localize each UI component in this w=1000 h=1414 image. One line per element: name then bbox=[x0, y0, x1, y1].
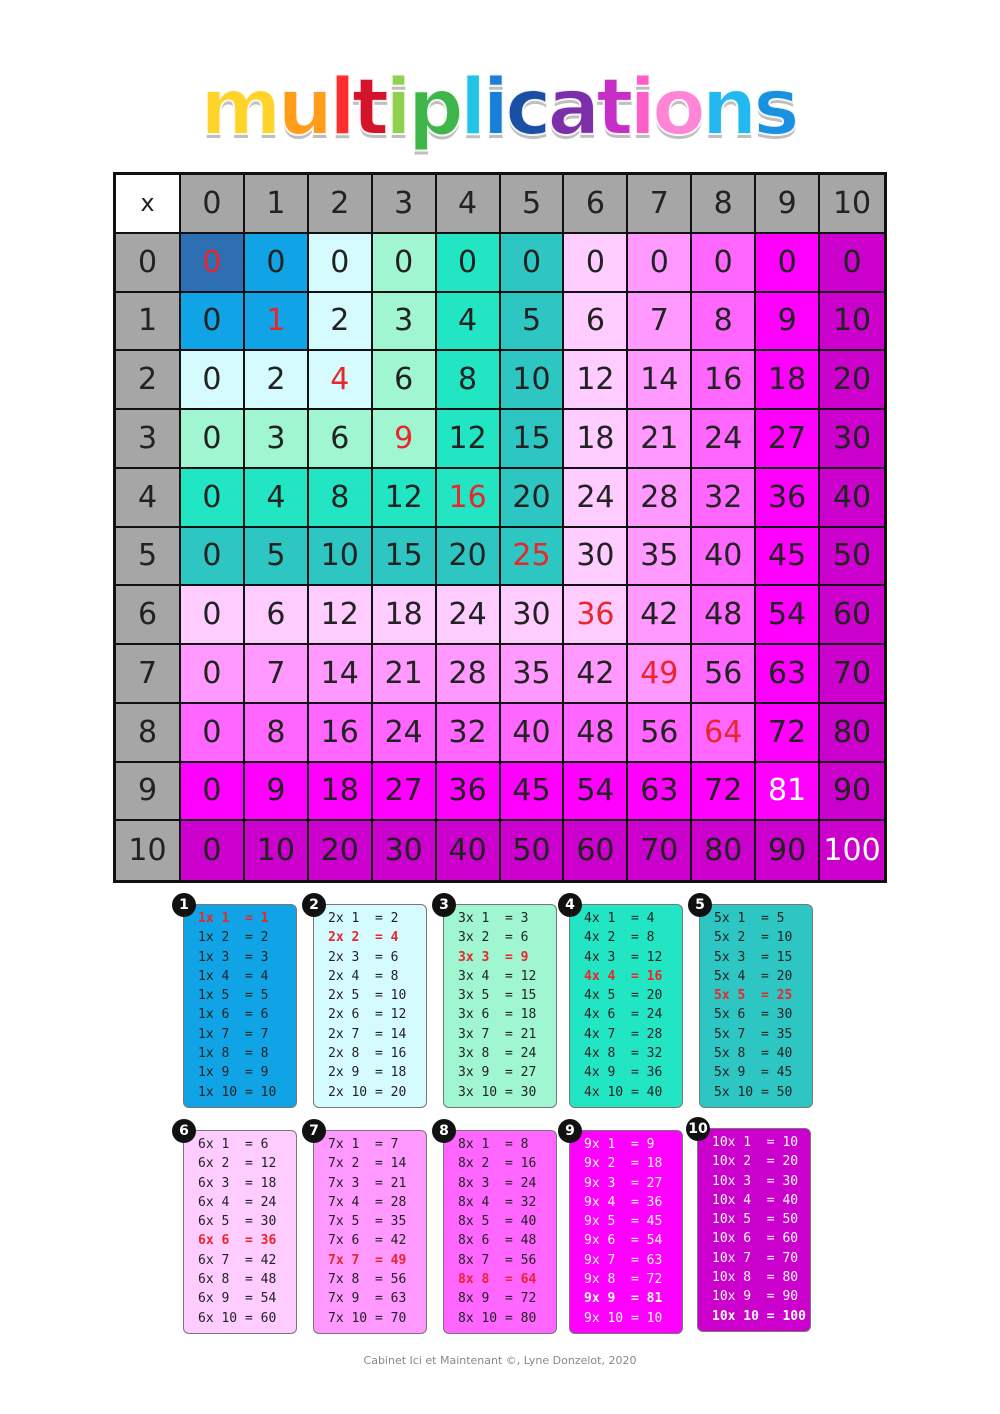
card-line: 4x 8 = 32 bbox=[584, 1046, 663, 1062]
times-card-4 bbox=[565, 897, 683, 1108]
table-cell: 36 bbox=[564, 586, 628, 645]
card-line: 3x 10 = 30 bbox=[458, 1084, 537, 1100]
table-cell: 7 bbox=[245, 645, 309, 704]
table-cell: 18 bbox=[309, 763, 373, 822]
card-line: 9x 6 = 54 bbox=[584, 1233, 663, 1249]
table-cell: 80 bbox=[692, 821, 756, 880]
card-line: 10x 5 = 50 bbox=[712, 1212, 799, 1228]
card-line: 3x 2 = 6 bbox=[458, 930, 529, 946]
card-line: 7x 10 = 70 bbox=[328, 1310, 407, 1326]
table-cell: 72 bbox=[756, 704, 820, 763]
column-header: 8 bbox=[692, 175, 756, 234]
card-line: 1x 4 = 4 bbox=[198, 968, 269, 984]
row-header: 3 bbox=[116, 410, 181, 469]
table-cell: 35 bbox=[628, 528, 692, 587]
table-cell: 1 bbox=[245, 293, 309, 352]
table-cell: 0 bbox=[181, 528, 245, 587]
card-line: 10x 4 = 40 bbox=[712, 1192, 799, 1208]
table-cell: 14 bbox=[628, 351, 692, 410]
row-header: 1 bbox=[116, 293, 181, 352]
card-line: 2x 3 = 6 bbox=[328, 949, 399, 965]
card-line: 3x 5 = 15 bbox=[458, 988, 537, 1004]
table-cell: 30 bbox=[501, 586, 565, 645]
table-cell: 40 bbox=[437, 821, 501, 880]
table-cell: 24 bbox=[564, 469, 628, 528]
table-cell: 0 bbox=[181, 645, 245, 704]
card-number-badge: 8 bbox=[432, 1119, 456, 1143]
card-line: 2x 8 = 16 bbox=[328, 1046, 407, 1062]
table-cell: 8 bbox=[309, 469, 373, 528]
title-letter: t bbox=[351, 63, 390, 153]
card-line: 9x 4 = 36 bbox=[584, 1194, 663, 1210]
card-line: 10x 2 = 20 bbox=[712, 1154, 799, 1170]
card-line: 8x 8 = 64 bbox=[458, 1272, 537, 1288]
card-line: 9x 2 = 18 bbox=[584, 1156, 663, 1172]
card-line: 2x 1 = 2 bbox=[328, 911, 399, 926]
table-cell: 63 bbox=[756, 645, 820, 704]
card-line: 9x 5 = 45 bbox=[584, 1214, 663, 1230]
card-number-badge: 10 bbox=[686, 1117, 710, 1141]
table-cell: 100 bbox=[820, 821, 884, 880]
table-cell: 0 bbox=[628, 234, 692, 293]
title-letter: l bbox=[459, 63, 487, 153]
table-cell: 32 bbox=[692, 469, 756, 528]
table-cell: 15 bbox=[373, 528, 437, 587]
card-line: 6x 1 = 6 bbox=[198, 1137, 269, 1152]
table-cell: 60 bbox=[820, 586, 884, 645]
table-cell: 6 bbox=[564, 293, 628, 352]
row-header: 0 bbox=[116, 234, 181, 293]
table-cell: 70 bbox=[628, 821, 692, 880]
card-line: 3x 8 = 24 bbox=[458, 1046, 537, 1062]
card-line: 9x 10 = 10 bbox=[584, 1310, 663, 1326]
table-cell: 42 bbox=[628, 586, 692, 645]
card-line: 7x 4 = 28 bbox=[328, 1194, 407, 1210]
card-line: 5x 3 = 15 bbox=[714, 949, 793, 965]
card-line: 6x 10 = 60 bbox=[198, 1310, 277, 1326]
card-line: 5x 8 = 40 bbox=[714, 1046, 793, 1062]
card-line: 5x 1 = 5 bbox=[714, 911, 785, 926]
table-cell: 25 bbox=[501, 528, 565, 587]
card-line: 4x 7 = 28 bbox=[584, 1026, 663, 1042]
table-cell: 0 bbox=[181, 293, 245, 352]
card-line: 3x 3 = 9 bbox=[458, 949, 529, 965]
card-line: 7x 1 = 7 bbox=[328, 1137, 399, 1152]
title-letter: a bbox=[547, 63, 601, 153]
card-line: 8x 5 = 40 bbox=[458, 1214, 537, 1230]
table-cell: 10 bbox=[245, 821, 309, 880]
title-letter: u bbox=[277, 63, 334, 153]
table-cell: 0 bbox=[181, 704, 245, 763]
card-line: 1x 5 = 5 bbox=[198, 988, 269, 1004]
card-line: 8x 6 = 48 bbox=[458, 1233, 537, 1249]
column-header: 6 bbox=[564, 175, 628, 234]
card-line: 3x 4 = 12 bbox=[458, 968, 537, 984]
table-cell: 0 bbox=[437, 234, 501, 293]
table-cell: 2 bbox=[309, 293, 373, 352]
card-line: 1x 9 = 9 bbox=[198, 1065, 269, 1081]
table-cell: 90 bbox=[756, 821, 820, 880]
card-line: 9x 1 = 9 bbox=[584, 1137, 655, 1152]
card-line: 6x 7 = 42 bbox=[198, 1252, 277, 1268]
table-cell: 10 bbox=[309, 528, 373, 587]
card-line: 6x 3 = 18 bbox=[198, 1175, 277, 1191]
table-cell: 20 bbox=[437, 528, 501, 587]
table-cell: 30 bbox=[373, 821, 437, 880]
card-line: 8x 3 = 24 bbox=[458, 1175, 537, 1191]
card-line: 5x 10 = 50 bbox=[714, 1084, 793, 1100]
card-line: 10x 10 = 100 bbox=[712, 1308, 806, 1324]
times-card-8 bbox=[439, 1123, 557, 1334]
table-cell: 36 bbox=[756, 469, 820, 528]
card-line: 1x 2 = 2 bbox=[198, 930, 269, 946]
table-cell: 8 bbox=[245, 704, 309, 763]
card-line: 6x 9 = 54 bbox=[198, 1291, 277, 1307]
card-line: 2x 9 = 18 bbox=[328, 1065, 407, 1081]
table-cell: 16 bbox=[437, 469, 501, 528]
table-cell: 28 bbox=[437, 645, 501, 704]
card-line: 5x 9 = 45 bbox=[714, 1065, 793, 1081]
table-cell: 42 bbox=[564, 645, 628, 704]
card-number-badge: 9 bbox=[558, 1119, 582, 1143]
table-cell: 0 bbox=[820, 234, 884, 293]
card-line: 10x 8 = 80 bbox=[712, 1270, 799, 1286]
table-cell: 40 bbox=[820, 469, 884, 528]
card-line: 4x 5 = 20 bbox=[584, 988, 663, 1004]
card-line: 1x 6 = 6 bbox=[198, 1007, 269, 1023]
table-cell: 28 bbox=[628, 469, 692, 528]
row-header: 9 bbox=[116, 763, 181, 822]
times-card-7 bbox=[309, 1123, 427, 1334]
card-line: 1x 7 = 7 bbox=[198, 1026, 269, 1042]
table-cell: 16 bbox=[309, 704, 373, 763]
card-number-badge: 4 bbox=[558, 893, 582, 917]
table-cell: 30 bbox=[820, 410, 884, 469]
row-header: 4 bbox=[116, 469, 181, 528]
table-cell: 56 bbox=[692, 645, 756, 704]
card-line: 2x 4 = 8 bbox=[328, 968, 399, 984]
card-number-badge: 3 bbox=[432, 893, 456, 917]
table-cell: 10 bbox=[820, 293, 884, 352]
table-cell: 0 bbox=[181, 410, 245, 469]
times-card-3 bbox=[439, 897, 557, 1108]
card-line: 8x 9 = 72 bbox=[458, 1291, 537, 1307]
row-header: 7 bbox=[116, 645, 181, 704]
card-line: 3x 9 = 27 bbox=[458, 1065, 537, 1081]
column-header: 2 bbox=[309, 175, 373, 234]
times-card-10 bbox=[688, 1121, 811, 1332]
table-cell: 4 bbox=[309, 351, 373, 410]
table-cell: 0 bbox=[181, 351, 245, 410]
table-cell: 4 bbox=[245, 469, 309, 528]
card-line: 6x 8 = 48 bbox=[198, 1272, 277, 1288]
card-line: 6x 6 = 36 bbox=[198, 1233, 277, 1249]
table-cell: 6 bbox=[245, 586, 309, 645]
row-header: 2 bbox=[116, 351, 181, 410]
card-line: 6x 2 = 12 bbox=[198, 1156, 277, 1172]
table-cell: 90 bbox=[820, 763, 884, 822]
multiplication-table bbox=[113, 172, 887, 883]
column-header: 0 bbox=[181, 175, 245, 234]
card-line: 1x 10 = 10 bbox=[198, 1084, 277, 1100]
table-cell: 0 bbox=[245, 234, 309, 293]
column-header: 10 bbox=[820, 175, 884, 234]
table-cell: 49 bbox=[628, 645, 692, 704]
table-cell: 0 bbox=[756, 234, 820, 293]
card-line: 2x 6 = 12 bbox=[328, 1007, 407, 1023]
footer-credit: Cabinet Ici et Maintenant ©, Lyne Donzelot, 2020 bbox=[363, 1354, 637, 1367]
card-line: 8x 10 = 80 bbox=[458, 1310, 537, 1326]
card-line: 8x 7 = 56 bbox=[458, 1252, 537, 1268]
table-cell: 3 bbox=[245, 410, 309, 469]
card-line: 2x 7 = 14 bbox=[328, 1026, 407, 1042]
title-letter: o bbox=[652, 63, 706, 153]
card-line: 6x 5 = 30 bbox=[198, 1214, 277, 1230]
table-cell: 8 bbox=[692, 293, 756, 352]
table-cell: 0 bbox=[309, 234, 373, 293]
table-cell: 3 bbox=[373, 293, 437, 352]
card-number-badge: 1 bbox=[172, 893, 196, 917]
card-line: 7x 7 = 49 bbox=[328, 1252, 407, 1268]
card-line: 5x 5 = 25 bbox=[714, 988, 793, 1004]
table-cell: 6 bbox=[309, 410, 373, 469]
card-line: 4x 2 = 8 bbox=[584, 930, 655, 946]
card-number-badge: 2 bbox=[302, 893, 326, 917]
column-header: 5 bbox=[501, 175, 565, 234]
table-cell: 10 bbox=[501, 351, 565, 410]
table-cell: 18 bbox=[756, 351, 820, 410]
card-line: 2x 5 = 10 bbox=[328, 988, 407, 1004]
times-card-9 bbox=[565, 1123, 683, 1334]
card-line: 8x 2 = 16 bbox=[458, 1156, 537, 1172]
table-cell: 45 bbox=[501, 763, 565, 822]
card-number-badge: 7 bbox=[302, 1119, 326, 1143]
table-cell: 6 bbox=[373, 351, 437, 410]
card-line: 2x 10 = 20 bbox=[328, 1084, 407, 1100]
column-header: 1 bbox=[245, 175, 309, 234]
table-cell: 0 bbox=[181, 821, 245, 880]
card-line: 3x 6 = 18 bbox=[458, 1007, 537, 1023]
card-line: 7x 6 = 42 bbox=[328, 1233, 407, 1249]
table-cell: 20 bbox=[501, 469, 565, 528]
card-line: 5x 7 = 35 bbox=[714, 1026, 793, 1042]
card-line: 4x 4 = 16 bbox=[584, 968, 663, 984]
column-header: 3 bbox=[373, 175, 437, 234]
table-cell: 16 bbox=[692, 351, 756, 410]
card-line: 2x 2 = 4 bbox=[328, 930, 399, 946]
table-cell: 0 bbox=[181, 469, 245, 528]
times-card-2 bbox=[309, 897, 427, 1108]
table-cell: 48 bbox=[692, 586, 756, 645]
row-header: 5 bbox=[116, 528, 181, 587]
card-line: 9x 7 = 63 bbox=[584, 1252, 663, 1268]
table-cell: 20 bbox=[820, 351, 884, 410]
card-line: 4x 6 = 24 bbox=[584, 1007, 663, 1023]
card-line: 5x 6 = 30 bbox=[714, 1007, 793, 1023]
row-header: 8 bbox=[116, 704, 181, 763]
table-cell: 32 bbox=[437, 704, 501, 763]
card-line: 1x 1 = 1 bbox=[198, 911, 269, 926]
card-line: 7x 5 = 35 bbox=[328, 1214, 407, 1230]
card-line: 8x 4 = 32 bbox=[458, 1194, 537, 1210]
table-cell: 50 bbox=[501, 821, 565, 880]
table-cell: 50 bbox=[820, 528, 884, 587]
table-cell: 14 bbox=[309, 645, 373, 704]
card-line: 10x 3 = 30 bbox=[712, 1173, 799, 1189]
column-header: 7 bbox=[628, 175, 692, 234]
card-number-badge: 6 bbox=[172, 1119, 196, 1143]
table-cell: 54 bbox=[564, 763, 628, 822]
card-line: 10x 6 = 60 bbox=[712, 1231, 799, 1247]
column-header: 4 bbox=[437, 175, 501, 234]
table-cell: 8 bbox=[437, 351, 501, 410]
table-cell: 64 bbox=[692, 704, 756, 763]
table-cell: 12 bbox=[373, 469, 437, 528]
row-header: 10 bbox=[116, 821, 181, 880]
table-cell: 35 bbox=[501, 645, 565, 704]
table-cell: 70 bbox=[820, 645, 884, 704]
card-line: 9x 9 = 81 bbox=[584, 1291, 663, 1307]
table-cell: 45 bbox=[756, 528, 820, 587]
table-cell: 12 bbox=[564, 351, 628, 410]
table-cell: 81 bbox=[756, 763, 820, 822]
card-line: 7x 9 = 63 bbox=[328, 1291, 407, 1307]
table-cell: 63 bbox=[628, 763, 692, 822]
title-letter: c bbox=[505, 63, 552, 153]
table-cell: 60 bbox=[564, 821, 628, 880]
title-letter: i bbox=[482, 63, 510, 153]
card-line: 9x 3 = 27 bbox=[584, 1175, 663, 1191]
title-letter: i bbox=[385, 63, 412, 153]
card-line: 7x 8 = 56 bbox=[328, 1272, 407, 1288]
table-cell: 12 bbox=[309, 586, 373, 645]
table-cell: 0 bbox=[373, 234, 437, 293]
card-line: 4x 10 = 40 bbox=[584, 1084, 663, 1100]
title-letter: p bbox=[407, 63, 464, 153]
table-cell: 24 bbox=[692, 410, 756, 469]
table-cell: 18 bbox=[373, 586, 437, 645]
table-cell: 18 bbox=[564, 410, 628, 469]
card-line: 1x 3 = 3 bbox=[198, 949, 269, 965]
table-corner-label: x bbox=[116, 175, 181, 234]
card-line: 5x 4 = 20 bbox=[714, 968, 793, 984]
title-letter: t bbox=[596, 63, 634, 153]
table-cell: 36 bbox=[437, 763, 501, 822]
table-cell: 30 bbox=[564, 528, 628, 587]
table-cell: 21 bbox=[373, 645, 437, 704]
title-letter: l bbox=[329, 63, 356, 153]
title-letter: s bbox=[753, 63, 800, 153]
card-line: 3x 7 = 21 bbox=[458, 1026, 537, 1042]
table-cell: 24 bbox=[373, 704, 437, 763]
card-line: 4x 1 = 4 bbox=[584, 911, 655, 926]
table-cell: 7 bbox=[628, 293, 692, 352]
table-cell: 27 bbox=[756, 410, 820, 469]
table-cell: 40 bbox=[501, 704, 565, 763]
table-cell: 40 bbox=[692, 528, 756, 587]
table-cell: 0 bbox=[501, 234, 565, 293]
table-cell: 4 bbox=[437, 293, 501, 352]
card-line: 9x 8 = 72 bbox=[584, 1272, 663, 1288]
title-letter: i bbox=[629, 63, 657, 153]
card-line: 5x 2 = 10 bbox=[714, 930, 793, 946]
table-cell: 0 bbox=[564, 234, 628, 293]
table-cell: 0 bbox=[181, 586, 245, 645]
table-cell: 9 bbox=[373, 410, 437, 469]
times-card-5 bbox=[695, 897, 813, 1108]
card-number-badge: 5 bbox=[688, 893, 712, 917]
column-header: 9 bbox=[756, 175, 820, 234]
table-cell: 20 bbox=[309, 821, 373, 880]
card-line: 3x 1 = 3 bbox=[458, 911, 529, 926]
table-cell: 27 bbox=[373, 763, 437, 822]
table-cell: 9 bbox=[756, 293, 820, 352]
table-cell: 48 bbox=[564, 704, 628, 763]
card-line: 4x 3 = 12 bbox=[584, 949, 663, 965]
table-cell: 12 bbox=[437, 410, 501, 469]
table-cell: 24 bbox=[437, 586, 501, 645]
times-card-1 bbox=[179, 897, 297, 1108]
card-line: 8x 1 = 8 bbox=[458, 1137, 529, 1152]
table-cell: 80 bbox=[820, 704, 884, 763]
row-header: 6 bbox=[116, 586, 181, 645]
title-letter: n bbox=[701, 63, 758, 153]
table-cell: 15 bbox=[501, 410, 565, 469]
table-cell: 21 bbox=[628, 410, 692, 469]
card-line: 7x 2 = 14 bbox=[328, 1156, 407, 1172]
card-line: 4x 9 = 36 bbox=[584, 1065, 663, 1081]
table-cell: 0 bbox=[181, 234, 245, 293]
table-cell: 72 bbox=[692, 763, 756, 822]
card-line: 10x 9 = 90 bbox=[712, 1289, 799, 1305]
table-cell: 56 bbox=[628, 704, 692, 763]
card-line: 6x 4 = 24 bbox=[198, 1194, 277, 1210]
times-card-6 bbox=[179, 1123, 297, 1334]
page-title bbox=[0, 58, 1000, 158]
table-cell: 54 bbox=[756, 586, 820, 645]
table-cell: 9 bbox=[245, 763, 309, 822]
card-line: 1x 8 = 8 bbox=[198, 1046, 269, 1062]
table-cell: 0 bbox=[692, 234, 756, 293]
table-cell: 0 bbox=[181, 763, 245, 822]
title-letter: m bbox=[200, 63, 282, 153]
table-cell: 5 bbox=[245, 528, 309, 587]
card-line: 7x 3 = 21 bbox=[328, 1175, 407, 1191]
table-cell: 5 bbox=[501, 293, 565, 352]
table-cell: 2 bbox=[245, 351, 309, 410]
card-line: 10x 1 = 10 bbox=[712, 1135, 799, 1150]
card-line: 10x 7 = 70 bbox=[712, 1250, 799, 1266]
